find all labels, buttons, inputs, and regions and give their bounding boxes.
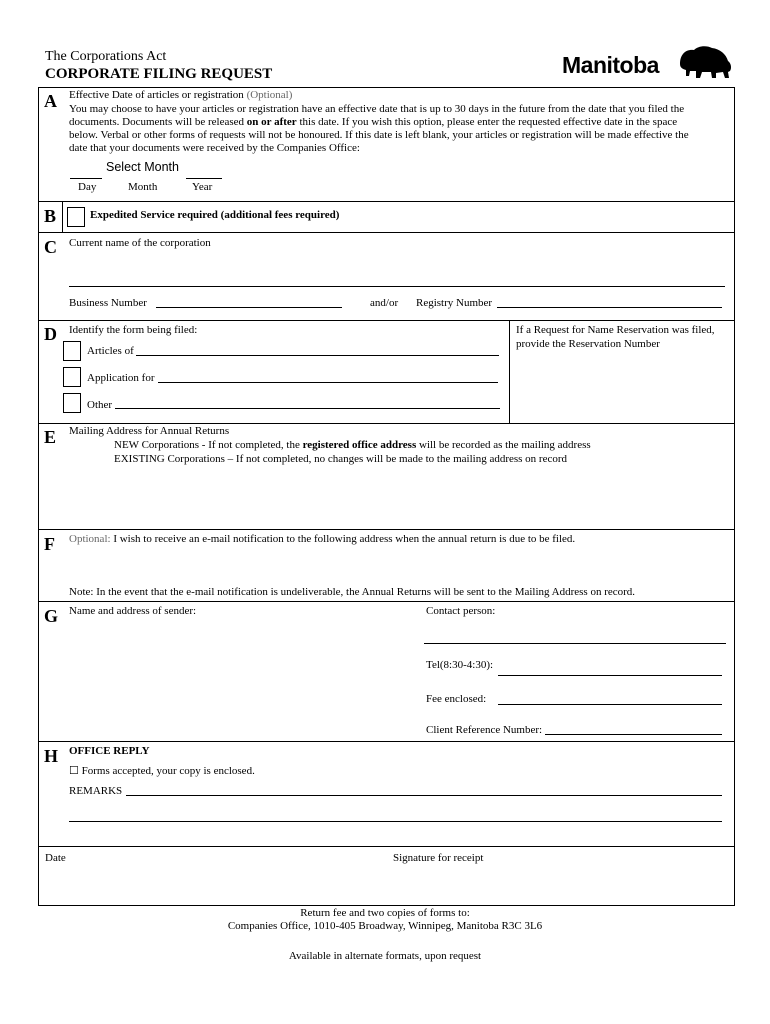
remarks-field-1[interactable] [126, 795, 722, 796]
date-label: Date [45, 852, 66, 864]
other-field[interactable] [115, 408, 500, 409]
forms-accepted-label: ☐ Forms accepted, your copy is enclosed. [69, 765, 255, 777]
new-corporations-note [114, 439, 591, 452]
new-corp-c: will be recorded as the mailing address [416, 439, 591, 451]
footer-address-line: Companies Office, 1010-405 Broadway, Winnipeg, Manitoba R3C 3L6 [227, 920, 543, 932]
and-or-label: and/or [370, 297, 399, 309]
reservation-label-2: provide the Reservation Number [516, 338, 660, 350]
expedited-checkbox[interactable] [67, 207, 85, 227]
sender-label: Name and address of sender: [69, 605, 197, 617]
divider-b-c [38, 232, 735, 233]
section-a-para-1: You may choose to have your articles or registration have an effective date that is up to 30 days in the future from the date that you filed the [69, 103, 685, 115]
section-f-letter: F [44, 534, 55, 554]
section-a-para-4: date that your documents were received by the Companies Office: [69, 142, 360, 154]
email-notification-label [69, 533, 575, 546]
act-name: The Corporations Act [45, 49, 167, 64]
section-c-letter: C [44, 237, 57, 257]
reservation-label-1: If a Request for Name Reservation was filed, [516, 324, 715, 336]
new-corp-a: NEW Corporations - If not completed, the [114, 439, 303, 451]
new-corp-b: registered office address [302, 439, 417, 451]
month-label: Month [128, 181, 158, 193]
month-select[interactable]: Select Month [106, 160, 179, 174]
section-a-para-2 [69, 116, 677, 129]
divider-remarks-date [38, 846, 735, 847]
divider-e-f [38, 529, 735, 530]
section-a-optional: (Optional) [246, 89, 293, 101]
application-checkbox[interactable] [63, 367, 81, 387]
contact-person-field[interactable] [424, 643, 726, 644]
section-f-optional: Optional: [69, 533, 111, 545]
client-reference-label: Client Reference Number: [426, 724, 543, 736]
tel-field[interactable] [498, 675, 722, 676]
divider-b-left [62, 201, 63, 232]
section-h-letter: H [44, 746, 59, 766]
fee-label: Fee enclosed: [426, 693, 487, 705]
signature-label: Signature for receipt [393, 852, 484, 864]
footer-return-line: Return fee and two copies of forms to: [300, 907, 470, 919]
bison-icon [676, 44, 734, 82]
corporation-name-label: Current name of the corporation [69, 237, 211, 249]
fee-field[interactable] [498, 704, 722, 705]
divider-a-b [38, 201, 735, 202]
form-title: CORPORATE FILING REQUEST [45, 66, 273, 82]
email-undeliverable-note: Note: In the event that the e-mail notification is undeliverable, the Annual Returns will be sent to the Mailing Address on record. [69, 586, 636, 598]
year-label: Year [192, 181, 213, 193]
business-number-field[interactable] [156, 307, 342, 308]
articles-label: Articles of [87, 345, 134, 357]
divider-d-e [38, 423, 735, 424]
section-a-letter: A [44, 91, 57, 111]
registry-number-label: Registry Number [416, 297, 493, 309]
section-a-para-3: below. Verbal or other forms of requests will not be honoured. If this date is left blank, your articles or registration will be made effective the [69, 129, 689, 141]
section-a-on-or-after: on or after [246, 116, 297, 128]
footer-alternate-formats: Available in alternate formats, upon request [288, 950, 482, 962]
application-label: Application for [87, 372, 155, 384]
year-field[interactable] [186, 178, 222, 179]
section-a-heading [69, 89, 292, 102]
section-a-heading-text: Effective Date of articles or registration [69, 89, 244, 101]
office-reply-heading: OFFICE REPLY [69, 745, 150, 757]
registry-number-field[interactable] [497, 307, 722, 308]
client-reference-field[interactable] [545, 734, 722, 735]
section-d-letter: D [44, 324, 57, 344]
articles-checkbox[interactable] [63, 341, 81, 361]
corporation-name-field[interactable] [69, 286, 725, 287]
remarks-field-2[interactable] [69, 821, 722, 822]
logo-wordmark: Manitoba [562, 52, 659, 78]
contact-person-label: Contact person: [426, 605, 496, 617]
other-checkbox[interactable] [63, 393, 81, 413]
tel-label: Tel(8:30-4:30): [426, 659, 494, 671]
day-field[interactable] [70, 178, 102, 179]
section-f-text: I wish to receive an e-mail notification to the following address when the annual return is due to be filed. [113, 533, 576, 545]
expedited-label: Expedited Service required (additional fees required) [90, 209, 340, 221]
section-a-para-2c: this date. If you wish this option, please enter the requested effective date in the space [296, 116, 678, 128]
existing-corporations-note: EXISTING Corporations – If not completed, no changes will be made to the mailing address on record [114, 453, 568, 465]
section-b-letter: B [44, 206, 57, 226]
manitoba-logo [562, 44, 732, 84]
section-a-para-2a: documents. Documents will be released [69, 116, 247, 128]
articles-field[interactable] [136, 355, 499, 356]
divider-g-h [38, 741, 735, 742]
remarks-label: REMARKS [69, 785, 123, 797]
day-label: Day [78, 181, 97, 193]
divider-f-g [38, 601, 735, 602]
section-g-letter: G [44, 606, 59, 626]
divider-d-right [509, 320, 510, 423]
business-number-label: Business Number [69, 297, 147, 309]
form-filed-label: Identify the form being filed: [69, 324, 198, 336]
divider-c-d [38, 320, 735, 321]
mailing-address-label: Mailing Address for Annual Returns [69, 425, 230, 437]
other-label: Other [87, 399, 113, 411]
section-e-letter: E [44, 427, 57, 447]
application-field[interactable] [158, 382, 498, 383]
